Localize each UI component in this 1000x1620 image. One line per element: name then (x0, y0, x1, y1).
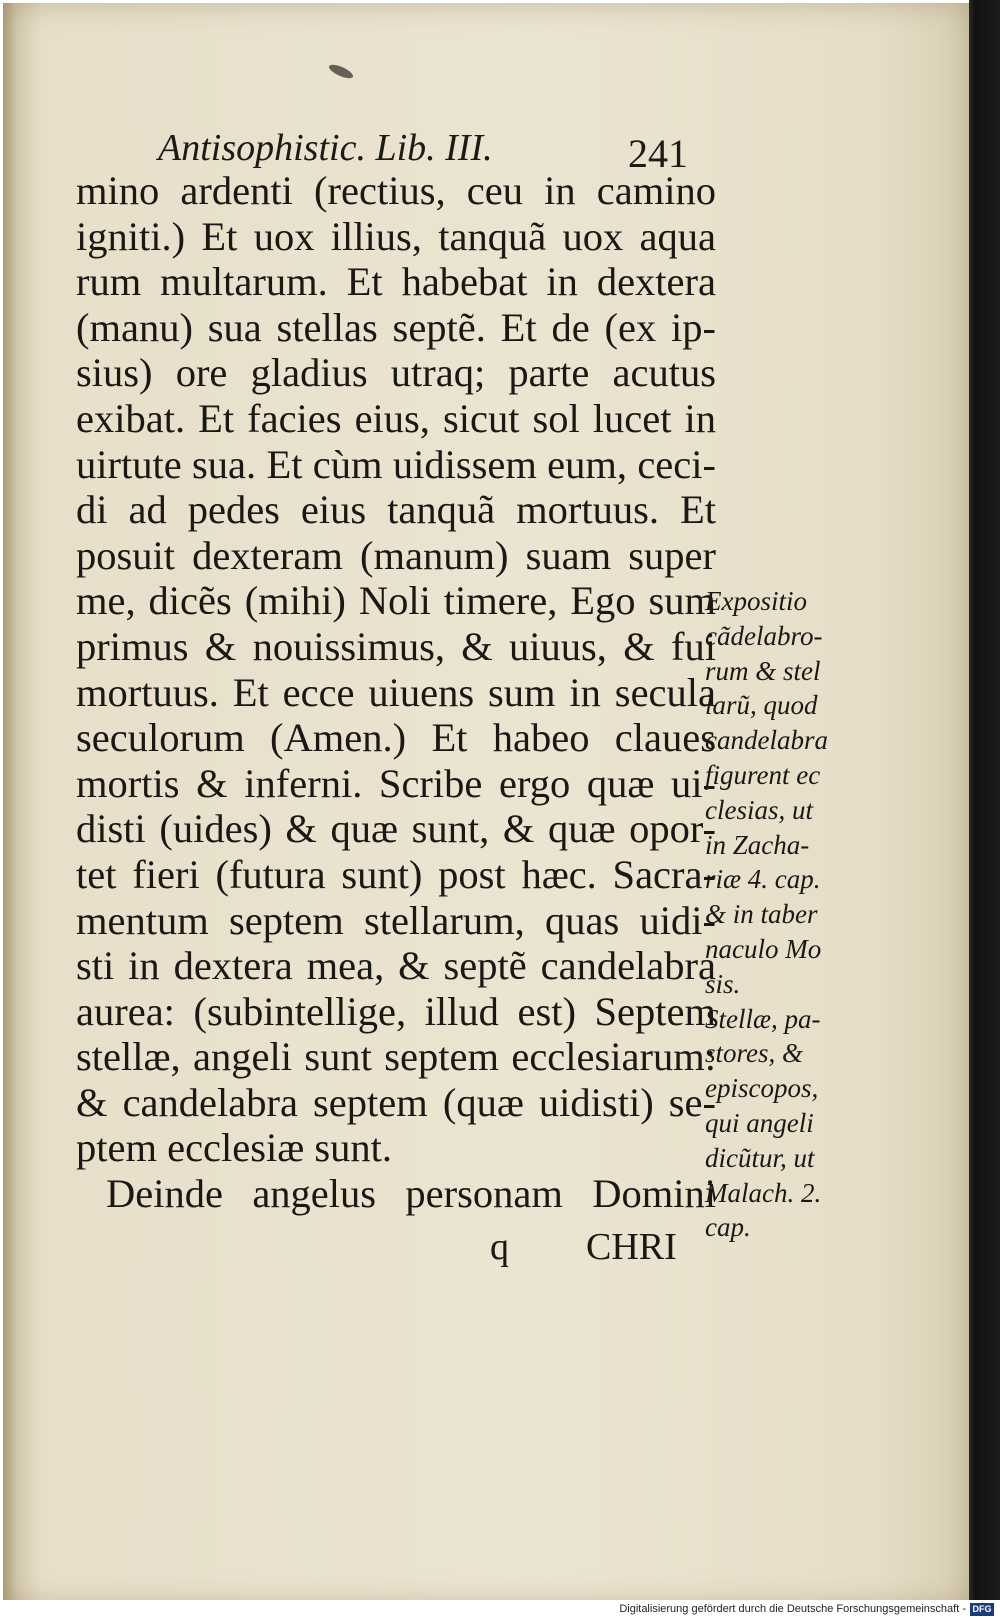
text-line: disti (uides) & quæ sunt, & quæ opor- (76, 806, 716, 852)
marginal-line: candelabra (705, 725, 828, 756)
text-line: tet fieri (futura sunt) post hæc. Sacra- (76, 851, 716, 897)
text-line: me, dicẽs (mihi) Noli timere, Ego sum (76, 578, 716, 624)
marginal-line: naculo Mo (705, 933, 822, 964)
marginal-line: sis. (705, 968, 741, 999)
text-line: exibat. Et facies eius, sicut sol lucet in (76, 395, 716, 441)
digitization-footer (0, 1600, 1000, 1620)
text-line: sius) ore gladius utraq; parte acutus (76, 350, 716, 396)
marginal-line: larũ, quod (705, 690, 818, 721)
marginal-line: clesias, ut (705, 794, 813, 825)
catchword-line (76, 1225, 696, 1275)
text-line: uirtute sua. Et cùm uidissem eum, ceci- (76, 441, 716, 487)
marginal-note (705, 584, 845, 1245)
text-line: rum multarum. Et habebat in dextera (76, 259, 716, 305)
scan-edge (969, 0, 1000, 1600)
text-line: sti in dextera mea, & septẽ candelabra (76, 943, 716, 989)
marginal-line: rum & stel (705, 655, 821, 686)
text-line: mentum septem stellarum, quas uidi- (76, 897, 716, 943)
text-line: primus & nouissimus, & uiuus, & fui (76, 623, 716, 669)
marginal-line: figurent ec (705, 759, 821, 790)
dfg-logo: DFG (970, 1603, 994, 1616)
signature-mark: q (490, 1226, 509, 1268)
ink-blot (327, 62, 354, 81)
text-line: mino ardenti (rectius, ceu in camino (76, 168, 716, 213)
text-line: (manu) sua stellas septẽ. Et de (ex ip- (76, 304, 716, 350)
text-line: mortis & inferni. Scribe ergo quæ ui- (76, 760, 716, 806)
marginal-line: riæ 4. cap. (705, 864, 821, 895)
text-line: aurea: (subintellige, illud est) Septem (76, 988, 716, 1034)
marginal-line: in Zacha- (705, 829, 810, 860)
text-line: mortuus. Et ecce uiuens sum in secula (76, 669, 716, 715)
footer-credit: Digitalisierung gefördert durch die Deutsche Forschungsgemeinschaft - (619, 1603, 966, 1615)
marginal-line: episcopos, (705, 1073, 819, 1104)
marginal-line: dicũtur, ut (705, 1142, 815, 1173)
running-head (158, 118, 708, 176)
text-line: posuit dexteram (manum) suam super (76, 532, 716, 578)
marginal-line: cãdelabro- (705, 620, 823, 651)
marginal-line: qui angeli (705, 1107, 814, 1138)
marginal-line: & in taber (705, 899, 818, 930)
text-line: ptem ecclesiæ sunt. (76, 1125, 393, 1171)
text-line: igniti.) Et uox illius, tanquã uox aqua (76, 213, 716, 259)
text-line: seculorum (Amen.) Et habeo claues (76, 715, 716, 761)
page-number: 241 (628, 131, 688, 176)
text-line: stellæ, angeli sunt septem ecclesiarum: (76, 1034, 716, 1080)
marginal-line: Stellæ, pa- (705, 1003, 821, 1034)
marginal-line: Expositio (705, 586, 807, 616)
main-text-block (76, 168, 716, 1217)
marginal-line: Malach. 2. (705, 1177, 822, 1208)
marginal-line: cap. (705, 1212, 751, 1243)
catchword: CHRI (586, 1226, 677, 1268)
text-line: & candelabra septem (quæ uidisti) se- (76, 1079, 716, 1125)
text-line: di ad pedes eius tanquã mortuus. Et (76, 487, 716, 533)
running-head-title: Antisophistic. Lib. III. (158, 127, 493, 169)
paragraph-start-line: Deinde angelus personam Domini (106, 1171, 716, 1217)
marginal-line: stores, & (705, 1038, 804, 1069)
